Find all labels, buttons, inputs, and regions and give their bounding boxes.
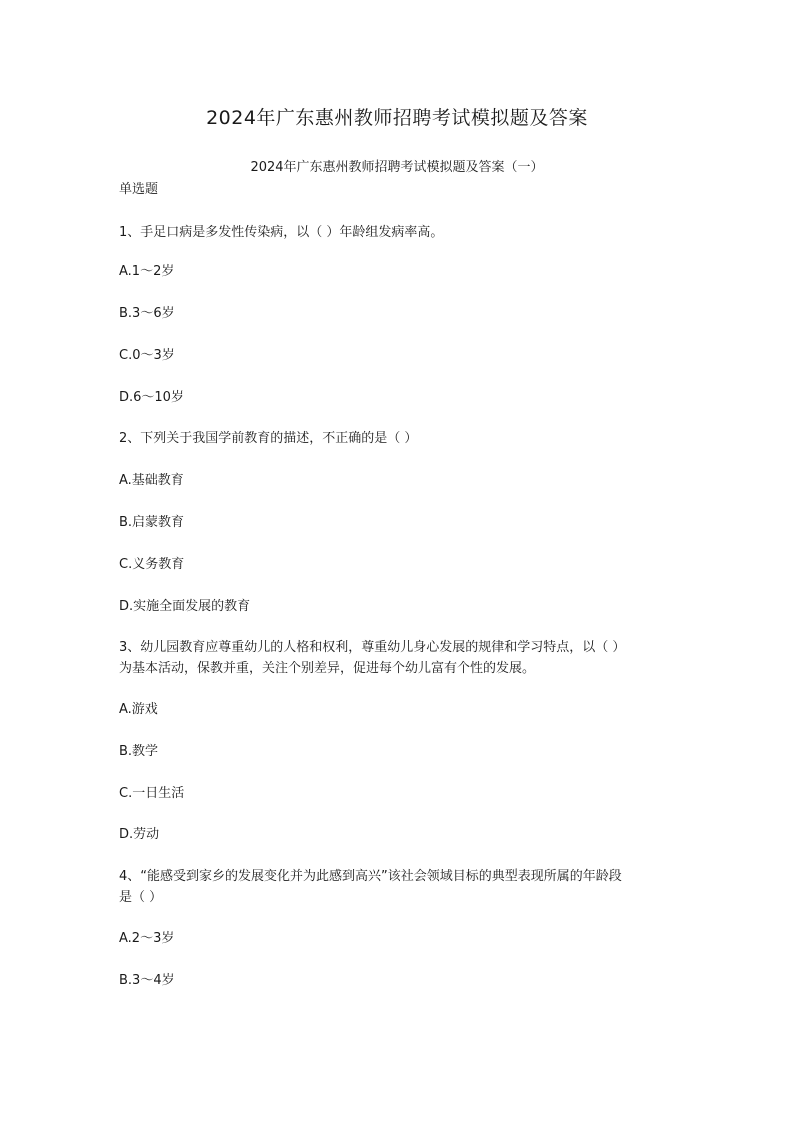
question-3-stem-line-1: 3、幼儿园教育应尊重幼儿的人格和权利，尊重幼儿身心发展的规律和学习特点，以（ ） [119, 640, 626, 655]
question-1-option-c: C.0～3岁 [119, 348, 175, 363]
document-subtitle: 2024年广东惠州教师招聘考试模拟题及答案（一） [250, 160, 544, 175]
document-title: 2024年广东惠州教师招聘考试模拟题及答案 [206, 107, 588, 129]
question-4-stem-line-2: 是（ ） [119, 890, 163, 905]
question-2-option-c: C.义务教育 [119, 557, 185, 572]
question-4-option-b: B.3～4岁 [119, 973, 175, 988]
question-2-option-a: A.基础教育 [119, 473, 184, 488]
question-3-option-b: B.教学 [119, 744, 159, 759]
question-1-option-d: D.6～10岁 [119, 390, 184, 405]
question-3-option-d: D.劳动 [119, 827, 160, 842]
question-3-option-a: A.游戏 [119, 702, 158, 717]
question-3-stem-line-2: 为基本活动，保教并重，关注个别差异，促进每个幼儿富有个性的发展。 [119, 661, 536, 676]
question-1-option-a: A.1～2岁 [119, 264, 175, 279]
question-4-option-a: A.2～3岁 [119, 931, 175, 946]
question-1-option-b: B.3～6岁 [119, 306, 175, 321]
question-2-option-b: B.启蒙教育 [119, 515, 185, 530]
question-1-stem: 1、手足口病是多发性传染病，以（ ）年龄组发病率高。 [119, 225, 444, 240]
question-3-option-c: C.一日生活 [119, 786, 185, 801]
section-heading: 单选题 [119, 182, 159, 197]
question-4-stem-line-1: 4、“能感受到家乡的发展变化并为此感到高兴”该社会领域目标的典型表现所属的年龄段 [119, 869, 622, 884]
question-2-stem: 2、下列关于我国学前教育的描述，不正确的是（ ） [119, 431, 418, 446]
question-2-option-d: D.实施全面发展的教育 [119, 599, 251, 614]
